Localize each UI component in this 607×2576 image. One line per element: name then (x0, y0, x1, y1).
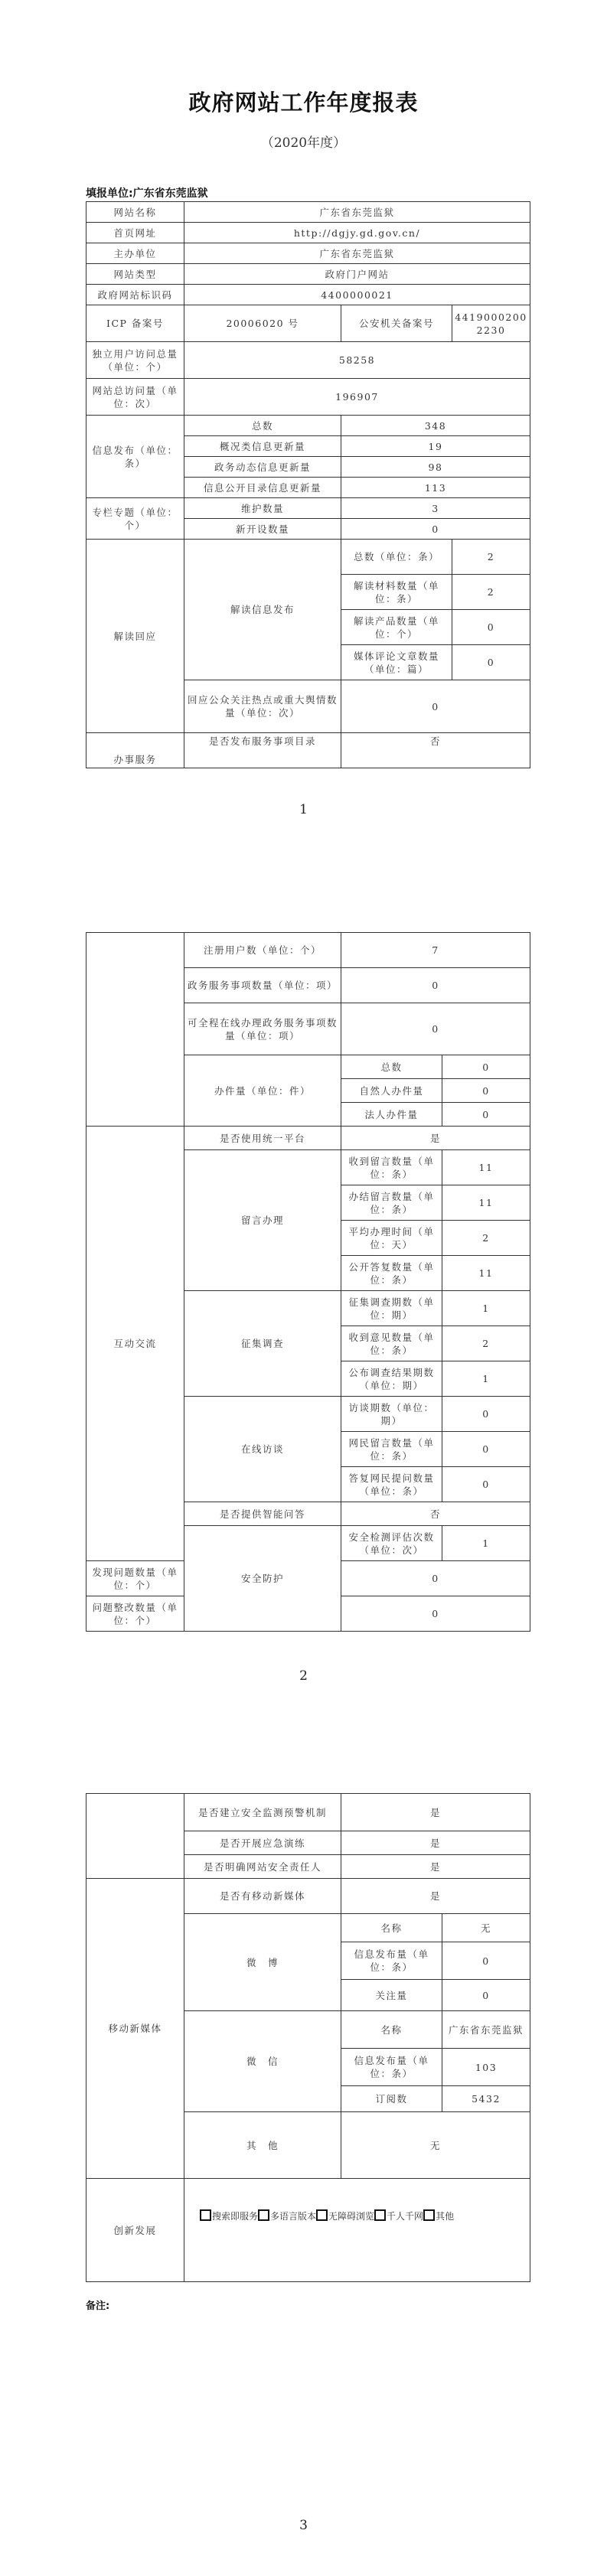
police-value: 44190002002230 (452, 305, 530, 342)
site-type-value: 政府门户网站 (184, 264, 530, 285)
survey-row-value: 1 (442, 1291, 530, 1326)
site-code-value: 4400000021 (184, 285, 530, 305)
report-table-page3 (86, 1793, 530, 2282)
hotspot-label: 回应公众关注热点或重大舆情数量（单位：次） (184, 680, 341, 733)
page-number: 3 (299, 2518, 308, 2533)
interview-row-value: 0 (442, 1432, 530, 1467)
cases-row-value: 0 (442, 1055, 530, 1079)
interp-row-label: 媒体评论文章数量（单位：篇） (341, 645, 452, 680)
wechat-row-value: 广东省东莞监狱 (442, 2011, 530, 2049)
site-name-value: 广东省东莞监狱 (184, 202, 530, 223)
interp-row-label: 解读产品数量（单位：个） (341, 610, 452, 645)
table-row (86, 933, 530, 968)
survey-label: 征集调查 (184, 1291, 341, 1397)
other-label: 其 他 (184, 2112, 341, 2179)
msg-row-label: 收到留言数量（单位：条） (341, 1150, 442, 1185)
security-row-label: 是否建立安全监测预警机制 (184, 1794, 341, 1831)
interview-row-label: 网民留言数量（单位：条） (341, 1432, 442, 1467)
table-row (86, 264, 530, 285)
police-label: 公安机关备案号 (341, 305, 452, 342)
survey-row-label: 收到意见数量（单位：条） (341, 1326, 442, 1361)
unified-value: 是 (341, 1127, 530, 1150)
security-row-label: 是否开展应急演练 (184, 1831, 341, 1855)
weibo-label: 微 博 (184, 1914, 341, 2011)
security-continued-cell (86, 1794, 184, 1879)
weibo-row-value: 无 (442, 1914, 530, 1942)
security-row-label: 是否明确网站安全责任人 (184, 1855, 341, 1879)
icp-value: 20006020 号 (184, 305, 341, 342)
survey-row-value: 1 (442, 1361, 530, 1397)
column-label: 专栏专题（单位：个） (86, 498, 184, 540)
site-type-label: 网站类型 (86, 264, 184, 285)
innovation-option-personalized[interactable]: 千人千网 (374, 2211, 423, 2222)
media-label: 移动新媒体 (86, 1879, 184, 2179)
weibo-row-label: 名称 (341, 1914, 442, 1942)
interview-label: 在线访谈 (184, 1397, 341, 1502)
table-row (86, 416, 530, 436)
online-items-value: 0 (341, 1003, 530, 1055)
icp-label: ICP 备案号 (86, 305, 184, 342)
pv-value: 196907 (184, 379, 530, 416)
checkbox-icon[interactable] (316, 2209, 328, 2221)
weibo-row-label: 关注量 (341, 1980, 442, 2011)
security-row-label: 发现问题数量（单位：个） (86, 1561, 184, 1596)
table-row (86, 2179, 530, 2282)
security-row-value: 是 (341, 1855, 530, 1879)
interp-row-value: 0 (452, 645, 530, 680)
weibo-row-value: 0 (442, 1942, 530, 1980)
table-row (86, 379, 530, 416)
interview-row-label: 答复网民提问数量（单位：条） (341, 1467, 442, 1502)
msg-row-label: 平均办理时间（单位：天） (341, 1221, 442, 1256)
gov-items-value: 0 (341, 968, 530, 1003)
table-row (86, 285, 530, 305)
info-row-label: 信息公开目录信息更新量 (184, 478, 341, 498)
info-row-label: 概况类信息更新量 (184, 436, 341, 457)
service-continued-cell (86, 933, 184, 1127)
site-code-label: 政府网站标识码 (86, 285, 184, 305)
survey-row-label: 征集调查期数（单位：期） (341, 1291, 442, 1326)
uv-label: 独立用户访问总量（单位：个） (86, 342, 184, 379)
interview-row-value: 0 (442, 1467, 530, 1502)
page-number: 2 (299, 1668, 308, 1684)
interview-row-label: 访谈期数（单位：期） (341, 1397, 442, 1432)
security-row-value: 是 (341, 1794, 530, 1831)
msg-row-value: 11 (442, 1256, 530, 1291)
security-label: 安全防护 (184, 1526, 341, 1632)
table-row (86, 1127, 530, 1150)
interp-row-label: 总数（单位：条） (341, 540, 452, 575)
table-row (86, 540, 530, 575)
info-row-value: 19 (341, 436, 530, 457)
homepage-value: http://dgjy.gd.gov.cn/ (184, 223, 530, 243)
security-row-value: 是 (341, 1831, 530, 1855)
column-row-value: 3 (341, 498, 530, 519)
interp-row-value: 2 (452, 540, 530, 575)
online-items-label: 可全程在线办理政务服务事项数量（单位：项） (184, 1003, 341, 1055)
table-row (86, 733, 530, 768)
wechat-row-label: 订阅数 (341, 2086, 442, 2112)
remark-label: 备注: (86, 2300, 110, 2312)
report-year: （2020年度） (260, 135, 347, 151)
unified-label: 是否使用统一平台 (184, 1127, 341, 1150)
table-row (86, 202, 530, 223)
weibo-row-label: 信息发布量（单位：条） (341, 1942, 442, 1980)
wechat-row-value: 103 (442, 2049, 530, 2086)
security-row-value: 0 (341, 1596, 530, 1632)
service-label: 办事服务 (86, 733, 184, 768)
security-row-value: 0 (341, 1561, 530, 1596)
qa-label: 是否提供智能问答 (184, 1502, 341, 1526)
interp-row-label: 解读材料数量（单位：条） (341, 575, 452, 610)
column-row-value: 0 (341, 519, 530, 540)
qa-value: 否 (341, 1502, 530, 1526)
innovation-label: 创新发展 (86, 2179, 184, 2282)
wechat-row-label: 名称 (341, 2011, 442, 2049)
info-row-label: 总数 (184, 416, 341, 436)
sponsor-value: 广东省东莞监狱 (184, 243, 530, 264)
table-row (86, 1794, 530, 1831)
table-row (86, 498, 530, 519)
info-row-value: 98 (341, 457, 530, 478)
info-row-value: 113 (341, 478, 530, 498)
reg-users-value: 7 (341, 933, 530, 968)
innovation-option-multilang[interactable]: 多语言版本 (258, 2211, 316, 2222)
msg-row-value: 11 (442, 1150, 530, 1185)
table-row (86, 305, 530, 342)
wechat-row-label: 信息发布量（单位：条） (341, 2049, 442, 2086)
filing-unit: 填报单位:广东省东莞监狱 (86, 187, 208, 200)
interp-row-value: 2 (452, 575, 530, 610)
table-row (86, 223, 530, 243)
column-row-label: 维护数量 (184, 498, 341, 519)
msg-row-value: 2 (442, 1221, 530, 1256)
gov-items-label: 政务服务事项数量（单位：项） (184, 968, 341, 1003)
wechat-row-value: 5432 (442, 2086, 530, 2112)
report-table-page1 (86, 201, 530, 768)
msg-row-label: 办结留言数量（单位：条） (341, 1185, 442, 1221)
cases-row-value: 0 (442, 1103, 530, 1127)
checkbox-icon[interactable] (258, 2209, 269, 2221)
cases-label: 办件量（单位：件） (184, 1055, 341, 1127)
info-label: 信息发布（单位：条） (86, 416, 184, 498)
other-value: 无 (341, 2112, 530, 2179)
service-catalog-value: 否 (341, 733, 530, 768)
cases-row-value: 0 (442, 1079, 530, 1103)
innovation-options (184, 2179, 530, 2282)
checkbox-icon[interactable] (374, 2209, 386, 2221)
table-row (86, 243, 530, 264)
table-row (86, 342, 530, 379)
page-number: 1 (299, 802, 308, 817)
cases-row-label: 自然人办件量 (341, 1079, 442, 1103)
has-media-value: 是 (341, 1879, 530, 1914)
interp-label: 解读回应 (86, 540, 184, 733)
security-row-value: 1 (442, 1526, 530, 1561)
interp-row-value: 0 (452, 610, 530, 645)
hotspot-value: 0 (341, 680, 530, 733)
innovation-option-search[interactable]: 搜索即服务 (200, 2211, 258, 2222)
security-row-label: 问题整改数量（单位：个） (86, 1596, 184, 1632)
msg-label: 留言办理 (184, 1150, 341, 1291)
checkbox-icon[interactable] (423, 2209, 435, 2221)
cases-row-label: 总数 (341, 1055, 442, 1079)
security-row-label: 安全检测评估次数（单位：次） (341, 1526, 442, 1561)
uv-value: 58258 (184, 342, 530, 379)
msg-row-label: 公开答复数量（单位：条） (341, 1256, 442, 1291)
report-table-page2 (86, 932, 530, 1632)
interview-row-value: 0 (442, 1397, 530, 1432)
innovation-option-accessibility[interactable]: 无障碍浏览 (316, 2211, 374, 2222)
info-row-value: 348 (341, 416, 530, 436)
survey-row-value: 2 (442, 1326, 530, 1361)
interaction-label: 互动交流 (86, 1127, 184, 1561)
report-title: 政府网站工作年度报表 (188, 90, 419, 116)
service-catalog-label: 是否发布服务事项目录 (184, 733, 341, 768)
wechat-label: 微 信 (184, 2011, 341, 2112)
reg-users-label: 注册用户数（单位：个） (184, 933, 341, 968)
pv-label: 网站总访问量（单位：次） (86, 379, 184, 416)
column-row-label: 新开设数量 (184, 519, 341, 540)
has-media-label: 是否有移动新媒体 (184, 1879, 341, 1914)
homepage-label: 首页网址 (86, 223, 184, 243)
msg-row-value: 11 (442, 1185, 530, 1221)
table-row (86, 1879, 530, 1914)
weibo-row-value: 0 (442, 1980, 530, 2011)
checkbox-icon[interactable] (200, 2209, 211, 2221)
sponsor-label: 主办单位 (86, 243, 184, 264)
innovation-option-other[interactable]: 其他 (423, 2211, 454, 2222)
survey-row-label: 公布调查结果期数（单位：期） (341, 1361, 442, 1397)
info-row-label: 政务动态信息更新量 (184, 457, 341, 478)
interp-pub-label: 解读信息发布 (184, 540, 341, 680)
cases-row-label: 法人办件量 (341, 1103, 442, 1127)
site-name-label: 网站名称 (86, 202, 184, 223)
